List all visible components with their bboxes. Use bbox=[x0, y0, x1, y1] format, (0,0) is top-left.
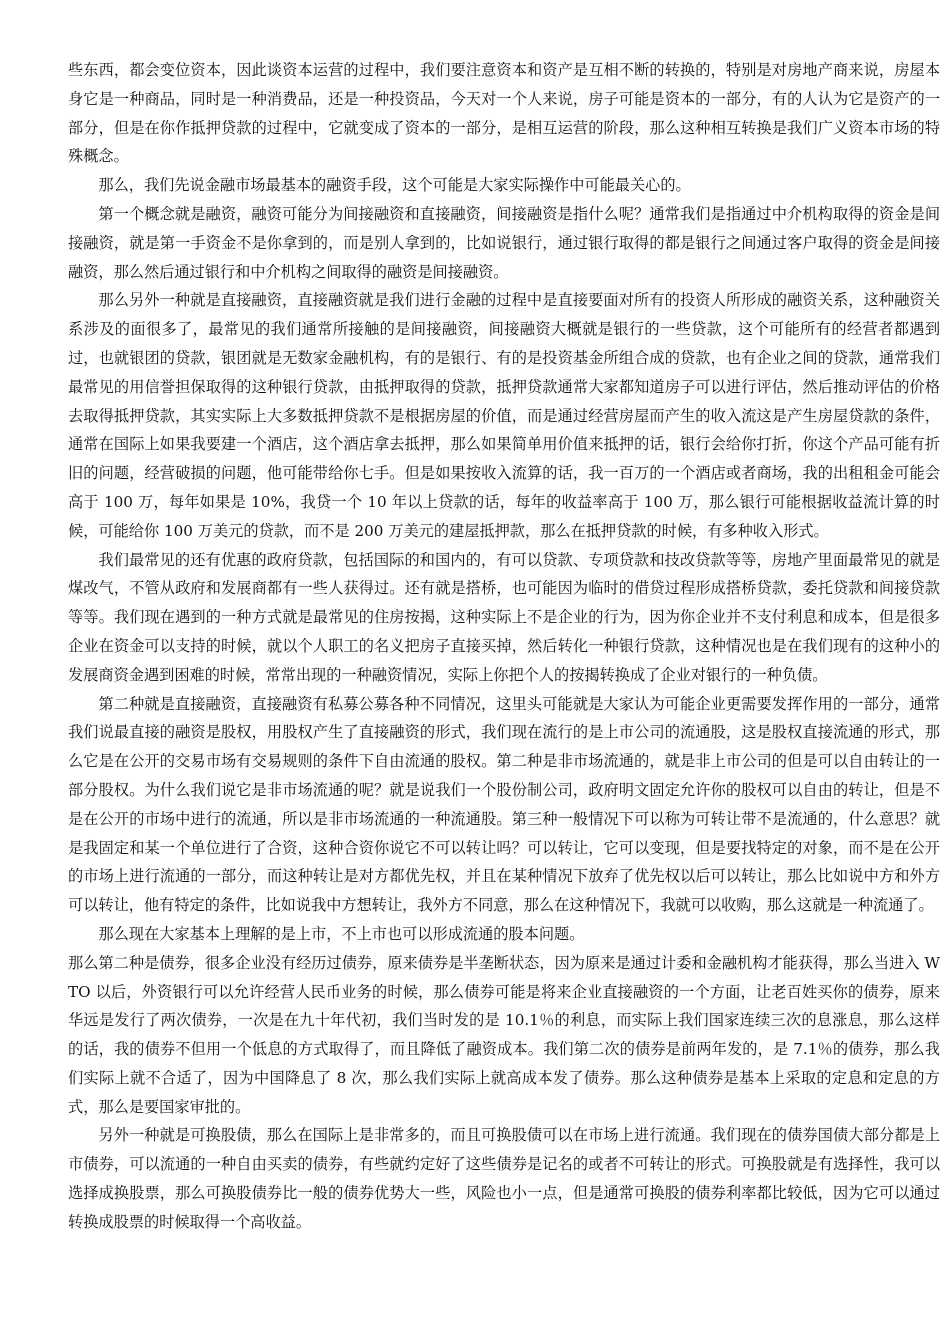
paragraph-listing-note: 那么现在大家基本上理解的是上市，不上市也可以形成流通的股本问题。 bbox=[98, 924, 585, 943]
paragraph-equity-financing: 第二种就是直接融资，直接融资有私募公募各种不同情况，这里头可能就是大家认为可能企业更需要发挥作用的一部分，通常我们说最直接的融资是股权，用股权产生了直接融资的形式，我们现在流行的是上市公司的流通股，这是股权直接流通的形式，那么它是在公开的交易市场有交易规则的条件下自由流通的股权。第二种是非市场流通的，就是非上市公司的但是可以自由转让的一部分股权。为什么我们说它是非市场流通的呢？就是说我们一个股份制公司，政府明文固定允许你的股权可以自由的转让，但是不是在公开的市场中进行的流通，所以是非市场流通的一种流通股。第三种一般情况下可以称为可转让带不是流通的，什么意思？就是我固定和某一个单位进行了合资，这种合资你说它不可以转让吗？可以转让，它可以变现，但是要找特定的对象，而不是在公开的市场上进行流通的一部分，而这种转让是对方都优先权，并且在某种情况下放弃了优先权以后可以转让，那么比如说中方和外方可以转让，他有特定的条件，比如说我中方想转让，我外方不同意，那么在这种情况下，我就可以收购，那么这就是一种流通了。 bbox=[68, 694, 940, 915]
paragraph-government-loans: 我们最常见的还有优惠的政府贷款，包括国际的和国内的，有可以贷款、专项贷款和技改贷款等等，房地产里面最常见的就是煤改气，不管从政府和发展商都有一些人获得过。还有就是搭桥，也可能因为临时的借贷过程形成搭桥贷款，委托贷款和间接贷款等等。我们现在遇到的一种方式就是最常见的住房按揭，这种实际上不是企业的行为，因为你企业并不支付利息和成本，但是很多企业在资金可以支持的时候，就以个人职工的名义把房子直接买掉，然后转化一种银行贷款，这种情况也是在我们现有的这种小的发展商资金遇到困难的时候，常常出现的一种融资情况，实际上你把个人的按揭转换成了企业对银行的一种负债。 bbox=[68, 550, 940, 684]
paragraph-financing-intro: 那么，我们先说金融市场最基本的融资手段，这个可能是大家实际操作中可能最关心的。 bbox=[98, 176, 691, 195]
paragraph-direct-financing: 那么另外一种就是直接融资，直接融资就是我们进行金融的过程中是直接要面对所有的投资人所形成的融资关系，这种融资关系涉及的面很多了，最常见的我们通常所接触的是间接融资，间接融资大概就是银行的一些贷款，这个可能所有的经营者都遇到过，也就银团的贷款，银团就是无数家金融机构，有的是银行、有的是投资基金所组合成的贷款，也有企业之间的贷款，通常我们最常见的用信誉担保取得的这种银行贷款，由抵押取得的贷款，抵押贷款通常大家都知道房子可以进行评估，然后推动评估的价格去取得抵押贷款，其实实际上大多数抵押贷款不是根据房屋的价值，而是通过经营房屋而产生的收入流这是产生房屋贷款的条件，通常在国际上如果我要建一个酒店，这个酒店拿去抵押，那么如果简单用价值来抵押的话，银行会给你打折，你这个产品可能有折旧的问题，经营破损的问题，他可能带给你七手。但是如果按收入流算的话，我一百万的一个酒店或者商场，我的出租租金可能会高于 100 万，每年如果是 10%，我贷一个 10 年以上贷款的话，每年的收益率高于 100 万，那么银行可能根据收益流计算的时候，可能给你 100 万美元的贷款，而不是 200 万美元的建屋抵押款，那么在抵押贷款的时候，有多种收入形式。 bbox=[68, 291, 940, 540]
paragraph-convertible-bonds: 另外一种就是可换股债，那么在国际上是非常多的，而且可换股债可以在市场上进行流通。我们现在的债券国债大部分都是上市债券，可以流通的一种自由买卖的债券，有些就约定好了这些债券是记名的或者不可转让的形式。可换股就是有选择性，我可以选择成换股票，那么可换股债券比一般的债券优势大一些，风险也小一点，但是通常可换股的债券利率都比较低，因为它可以通过转换成股票的时候取得一个高收益。 bbox=[68, 1126, 940, 1231]
paragraph-capital-conversion: 些东西，都会变位资本，因此谈资本运营的过程中，我们要注意资本和资产是互相不断的转换的，特别是对房地产商来说，房屋本身它是一种商品，同时是一种消费品，还是一种投资品，今天对一个人来说，房子可能是资本的一部分，有的人认为它是资产的一部分，但是在你作抵押贷款的过程中，它就变成了资本的一部分，是相互运营的阶段，那么这种相互转换是我们广义资本市场的特殊概念。 bbox=[68, 61, 940, 166]
paragraph-bonds: 那么第二种是债券，很多企业没有经历过债券，原来债券是半垄断状态，因为原来是通过计委和金融机构才能获得，那么当进入 WTO 以后，外资银行可以允许经营人民币业务的时候，那么债券可能是将来企业直接融资的一个方面，让老百姓买你的债券，原来华远是发行了两次债券，一次是在九十年代初，我们当时发的是 10.1％的利息，而实际上我们国家连续三次的息涨息，那么这样的话，我的债券不但用一个低息的方式取得了，而且降低了融资成本。我们第二次的债券是前两年发的，是 7.1％的债券，那么我们实际上就不合适了，因为中国降息了 8 次，那么我们实际上就高成本发了债券。那么这种债券是基本上采取的定息和定息的方式，那么是要国家审批的。 bbox=[68, 953, 940, 1116]
document-body bbox=[68, 56, 940, 1237]
paragraph-indirect-financing: 第一个概念就是融资，融资可能分为间接融资和直接融资，间接融资是指什么呢？通常我们是指通过中介机构取得的资金是间接融资，就是第一手资金不是你拿到的，而是别人拿到的，比如说银行，通过银行取得的都是银行之间通过客户取得的资金是间接融资，那么然后通过银行和中介机构之间取得的融资是间接融资。 bbox=[68, 204, 940, 281]
